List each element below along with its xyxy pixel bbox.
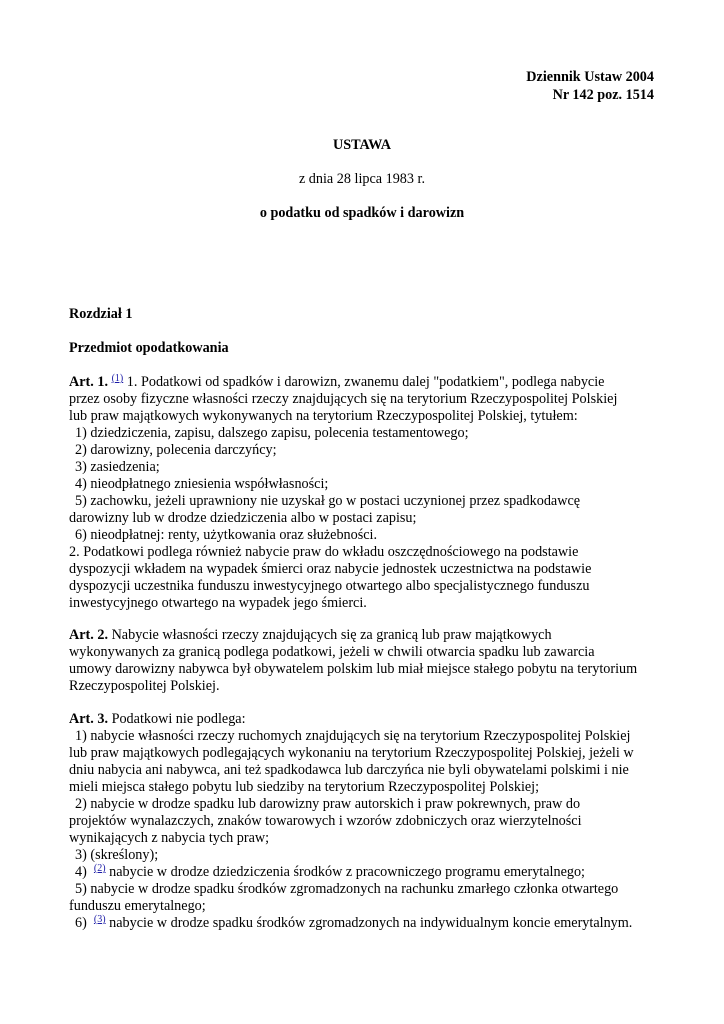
list-item-continuation: lub praw majątkowych podlegających wykonaniu na terytorium Rzeczypospolitej Polskiej, jeżeli w <box>69 745 634 761</box>
journal-header <box>526 68 654 104</box>
chapter-label: Rozdział 1 <box>69 306 133 322</box>
article-2-line: wykonywanych za granicą podlega podatkowi, jeżeli w chwili otwarcia spadku lub zawarcia <box>69 644 595 660</box>
list-item-continuation: mieli miejsca stałego pobytu lub siedziby na terytorium Rzeczypospolitej Polskiej; <box>69 779 540 795</box>
act-subject: o podatku od spadków i darowizn <box>259 205 465 221</box>
list-item: 3) zasiedzenia; <box>75 459 160 475</box>
article-3-label: Art. 3. <box>69 711 109 727</box>
article-1-para2-line: dyspozycji wkładem na wypadek śmierci oraz nabycie jednostek uczestnictwa na podstawie <box>69 561 592 577</box>
list-item-number: 4) <box>75 864 87 880</box>
list-item-continuation: projektów wynalazczych, znaków towarowych i wzorów zdobniczych oraz wierzytelności <box>69 813 582 829</box>
article-1-para2-line: dyspozycji uczestnika funduszu inwestycyjnego otwartego albo specjalistycznego funduszu <box>69 578 590 594</box>
list-item-continuation: darowizny lub w drodze dziedziczenia albo w postaci zapisu; <box>69 510 417 526</box>
article-1 <box>69 374 669 612</box>
list-item-text: nabycie w drodze spadku środków zgromadzonych na indywidualnym koncie emerytalnym. <box>105 915 633 931</box>
article-2-line: Nabycie własności rzeczy znajdujących się za granicą lub praw majątkowych <box>108 627 552 643</box>
article-3 <box>69 711 669 932</box>
list-item: 1) dziedziczenia, zapisu, dalszego zapisu, polecenia testamentowego; <box>75 425 469 441</box>
list-item-continuation: funduszu emerytalnego; <box>69 898 206 914</box>
article-2 <box>69 627 669 695</box>
list-item: 5) zachowku, jeżeli uprawniony nie uzyskał go w postaci uczynionej przez spadkodawcę <box>75 493 581 509</box>
act-type: USTAWA <box>332 137 392 153</box>
list-item: 3) (skreślony); <box>75 847 159 863</box>
footnote-link-3[interactable]: (3) <box>93 914 106 925</box>
list-item-continuation: wynikających z nabycia tych praw; <box>69 830 270 846</box>
act-date: z dnia 28 lipca 1983 r. <box>298 171 426 187</box>
article-1-line: przez osoby fizyczne własności rzeczy znajdujących się na terytorium Rzeczypospolitej Polskiej <box>69 391 618 407</box>
article-1-line: lub praw majątkowych wykonywanych na terytorium Rzeczypospolitej Polskiej, tytułem: <box>69 408 578 424</box>
list-item: 5) nabycie w drodze spadku środków zgromadzonych na rachunku zmarłego członka otwartego <box>75 881 619 897</box>
list-item: 4) nieodpłatnego zniesienia współwłasności; <box>75 476 329 492</box>
list-item: 6) nieodpłatnej: renty, użytkowania oraz służebności. <box>75 527 378 543</box>
journal-position: Nr 142 poz. 1514 <box>552 87 654 103</box>
article-2-line: Rzeczypospolitej Polskiej. <box>69 678 220 694</box>
list-item: 1) nabycie własności rzeczy ruchomych znajdujących się na terytorium Rzeczypospolitej Polskiej <box>75 728 631 744</box>
article-2-line: umowy darowizny nabywca był obywatelem polskim lub miał miejsce stałego pobytu na terytorium <box>69 661 638 677</box>
footnote-link-2[interactable]: (2) <box>93 863 106 874</box>
list-item <box>69 915 669 932</box>
list-item: 2) nabycie w drodze spadku lub darowizny praw autorskich i praw pokrewnych, praw do <box>75 796 581 812</box>
article-1-para2-line: inwestycyjnego otwartego na wypadek jego śmierci. <box>69 595 367 611</box>
article-2-label: Art. 2. <box>69 627 109 643</box>
article-1-line: 1. Podatkowi od spadków i darowizn, zwanemu dalej "podatkiem", podlega nabycie <box>123 374 605 390</box>
list-item-continuation: dniu nabycia ani nabywca, ani też spadkodawca lub darczyńca nie byli obywatelami polskimi i nie <box>69 762 629 778</box>
chapter-name: Przedmiot opodatkowania <box>69 340 229 356</box>
list-item-text: nabycie w drodze dziedziczenia środków z pracowniczego programu emerytalnego; <box>105 864 585 880</box>
list-item-number: 6) <box>75 915 87 931</box>
article-3-intro: Podatkowi nie podlega: <box>108 711 246 727</box>
list-item <box>69 864 669 881</box>
footnote-link-1[interactable]: (1) <box>111 373 124 384</box>
journal-title: Dziennik Ustaw 2004 <box>526 69 654 85</box>
article-1-label: Art. 1. <box>69 374 109 390</box>
article-1-para2-line: 2. Podatkowi podlega również nabycie praw do wkładu oszczędnościowego na podstawie <box>69 544 579 560</box>
list-item: 2) darowizny, polecenia darczyńcy; <box>75 442 277 458</box>
